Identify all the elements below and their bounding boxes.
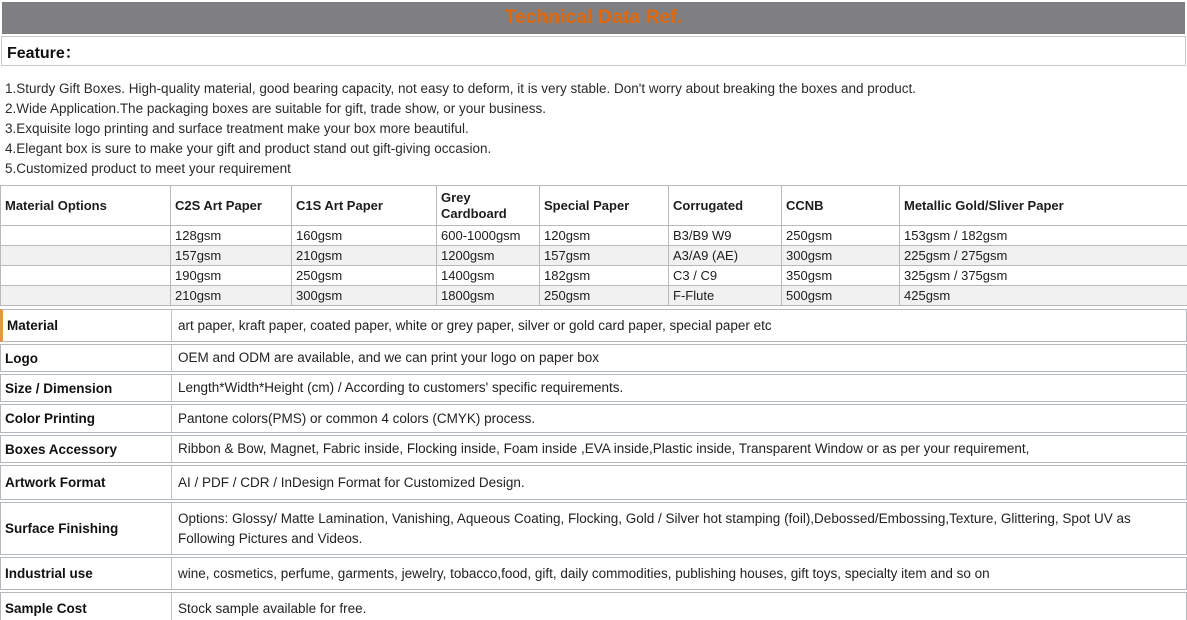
feature-item: 5.Customized product to meet your requirement bbox=[5, 161, 291, 176]
column-header: Metallic Gold/Sliver Paper bbox=[900, 186, 1187, 226]
table-cell: 120gsm bbox=[540, 226, 669, 246]
attribute-rows bbox=[0, 309, 1187, 620]
page-title: Technical Data Ref. bbox=[504, 7, 683, 28]
table-cell: 1800gsm bbox=[437, 286, 540, 306]
attr-value: OEM and ODM are available, and we can print your logo on paper box bbox=[171, 345, 1186, 371]
attr-row-surface-finishing bbox=[0, 502, 1187, 555]
feature-item: 3.Exquisite logo printing and surface treatment make your box more beautiful. bbox=[5, 121, 469, 136]
feature-heading-box bbox=[1, 36, 1186, 66]
table-cell: F-Flute bbox=[669, 286, 782, 306]
table-cell: 1200gsm bbox=[437, 246, 540, 266]
table-cell: 160gsm bbox=[292, 226, 437, 246]
table-row bbox=[1, 226, 1187, 246]
table-cell: 210gsm bbox=[292, 246, 437, 266]
attr-row-color-printing bbox=[0, 404, 1187, 433]
title-bar bbox=[2, 2, 1185, 34]
attr-label: Size / Dimension bbox=[5, 380, 113, 396]
column-header: Corrugated bbox=[669, 186, 782, 226]
table-cell: 153gsm / 182gsm bbox=[900, 226, 1187, 246]
attr-row-industrial-use bbox=[0, 557, 1187, 590]
attr-value: Pantone colors(PMS) or common 4 colors (CMYK) process. bbox=[171, 405, 1186, 432]
attr-label: Material bbox=[7, 318, 59, 333]
table-header-row bbox=[1, 186, 1187, 226]
attr-label: Logo bbox=[5, 350, 38, 366]
feature-list bbox=[0, 66, 1187, 179]
table-cell: 210gsm bbox=[171, 286, 292, 306]
table-row bbox=[1, 246, 1187, 266]
attr-value: Options: Glossy/ Matte Lamination, Vanishing, Aqueous Coating, Flocking, Gold / Silver hot stamping (foil),Debossed/Embossing,Texture, Glittering, Spot UV as Following Pictures and Videos. bbox=[171, 503, 1186, 554]
attr-label: Boxes Accessory bbox=[5, 441, 118, 457]
table-cell: 300gsm bbox=[292, 286, 437, 306]
attr-value: art paper, kraft paper, coated paper, white or grey paper, silver or gold card paper, special paper etc bbox=[171, 310, 1186, 341]
feature-item: 4.Elegant box is sure to make your gift and product stand out gift-giving occasion. bbox=[5, 141, 492, 156]
table-row bbox=[1, 286, 1187, 306]
attr-label: Surface Finishing bbox=[5, 521, 119, 536]
feature-item: 2.Wide Application.The packaging boxes are suitable for gift, trade show, or your business. bbox=[5, 101, 547, 116]
table-cell: B3/B9 W9 bbox=[669, 226, 782, 246]
table-cell: C3 / C9 bbox=[669, 266, 782, 286]
table-cell: 250gsm bbox=[540, 286, 669, 306]
material-options-table bbox=[0, 185, 1187, 306]
attr-label: Artwork Format bbox=[5, 475, 106, 490]
table-cell: 225gsm / 275gsm bbox=[900, 246, 1187, 266]
table-cell: 190gsm bbox=[171, 266, 292, 286]
column-header: Material Options bbox=[1, 186, 171, 226]
attr-row-size-dimension bbox=[0, 374, 1187, 402]
table-cell bbox=[1, 226, 171, 246]
column-header: CCNB bbox=[782, 186, 900, 226]
feature-heading: Feature： bbox=[7, 44, 81, 62]
attr-value: wine, cosmetics, perfume, garments, jewelry, tobacco,food, gift, daily commodities, publishing houses, gift toys, specialty item and so on bbox=[171, 558, 1186, 589]
feature-item: 1.Sturdy Gift Boxes. High-quality material, good bearing capacity, not easy to deform, it is very stable. Don't worry about breaking the boxes and product. bbox=[5, 81, 917, 96]
attr-row-artwork-format bbox=[0, 465, 1187, 500]
attr-value: AI / PDF / CDR / InDesign Format for Customized Design. bbox=[171, 466, 1186, 499]
table-cell bbox=[1, 286, 171, 306]
table-cell: 600-1000gsm bbox=[437, 226, 540, 246]
table-cell: A3/A9 (AE) bbox=[669, 246, 782, 266]
table-row bbox=[1, 266, 1187, 286]
table-cell bbox=[1, 246, 171, 266]
table-cell bbox=[1, 266, 171, 286]
table-cell: 157gsm bbox=[540, 246, 669, 266]
table-cell: 1400gsm bbox=[437, 266, 540, 286]
table-cell: 157gsm bbox=[171, 246, 292, 266]
attr-row-material bbox=[0, 309, 1187, 342]
column-header: C2S Art Paper bbox=[171, 186, 292, 226]
column-header: C1S Art Paper bbox=[292, 186, 437, 226]
table-cell: 300gsm bbox=[782, 246, 900, 266]
attr-row-boxes-accessory bbox=[0, 435, 1187, 463]
column-header: Special Paper bbox=[540, 186, 669, 226]
table-cell: 182gsm bbox=[540, 266, 669, 286]
attr-value: Length*Width*Height (cm) / According to customers' specific requirements. bbox=[171, 375, 1186, 401]
column-header: Grey Cardboard bbox=[437, 186, 540, 226]
attr-value: Stock sample available for free. bbox=[171, 593, 1186, 620]
table-cell: 425gsm bbox=[900, 286, 1187, 306]
attr-label: Color Printing bbox=[5, 411, 95, 426]
table-cell: 128gsm bbox=[171, 226, 292, 246]
table-cell: 500gsm bbox=[782, 286, 900, 306]
table-cell: 350gsm bbox=[782, 266, 900, 286]
attr-value: Ribbon & Bow, Magnet, Fabric inside, Flocking inside, Foam inside ,EVA inside,Plastic inside, Transparent Window or as per your requirement, bbox=[171, 436, 1186, 462]
attr-label: Sample Cost bbox=[5, 601, 87, 616]
attr-row-sample-cost bbox=[0, 592, 1187, 620]
attr-row-logo bbox=[0, 344, 1187, 372]
table-cell: 250gsm bbox=[782, 226, 900, 246]
attr-label: Industrial use bbox=[5, 566, 93, 581]
table-cell: 325gsm / 375gsm bbox=[900, 266, 1187, 286]
table-cell: 250gsm bbox=[292, 266, 437, 286]
